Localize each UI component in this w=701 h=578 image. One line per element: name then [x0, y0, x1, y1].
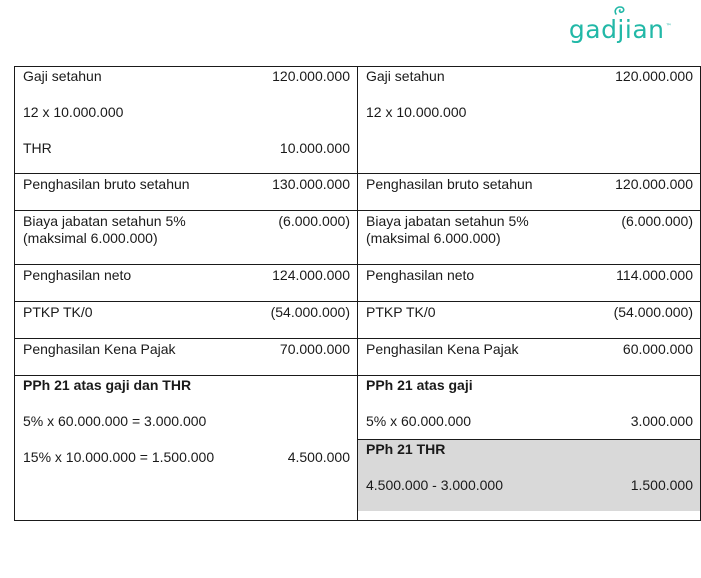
section-title: PPh 21 atas gaji dan THR [23, 377, 192, 393]
pph21-thr-subcell [358, 439, 700, 511]
cell-pph-left [15, 376, 358, 521]
logo-trademark: ™ [665, 23, 672, 30]
cell-neto-left [15, 265, 358, 302]
label: PTKP TK/0 [23, 304, 93, 320]
table-row-biaya-jabatan [15, 211, 701, 265]
value: 1.500.000 [630, 477, 693, 493]
value: 120.000.000 [615, 176, 693, 192]
cell-bruto-right [358, 174, 701, 211]
label: THR [23, 140, 52, 156]
label: 15% x 10.000.000 = 1.500.000 [23, 449, 215, 465]
label: Penghasilan Kena Pajak [23, 341, 176, 357]
label: 12 x 10.000.000 [23, 104, 124, 120]
label: Penghasilan neto [23, 267, 132, 283]
label: Penghasilan bruto setahun [366, 176, 533, 192]
cell-biaya-left [15, 211, 358, 265]
label: Gaji setahun [366, 68, 445, 84]
value: 3.000.000 [630, 413, 693, 429]
cell-gaji-right [358, 67, 701, 174]
table-row-gaji [15, 67, 701, 174]
label: Penghasilan Kena Pajak [366, 341, 519, 357]
cell-biaya-right [358, 211, 701, 265]
table-row-pkp [15, 339, 701, 376]
table-row-neto [15, 265, 701, 302]
cell-bruto-left [15, 174, 358, 211]
cell-neto-right [358, 265, 701, 302]
table-row-ptkp [15, 302, 701, 339]
label: Biaya jabatan setahun 5% (maksimal 6.000.000) [23, 213, 186, 246]
logo-wordmark: gadjian [568, 15, 665, 44]
label: Gaji setahun [23, 68, 102, 84]
label: Biaya jabatan setahun 5% (maksimal 6.000.000) [366, 213, 529, 246]
value: 120.000.000 [272, 68, 350, 84]
table-row-bruto [15, 174, 701, 211]
label: PTKP TK/0 [366, 304, 436, 320]
value: 120.000.000 [615, 68, 693, 84]
cell-pph-right [358, 376, 701, 521]
value: 60.000.000 [622, 341, 693, 357]
logo-swirl-icon [613, 6, 627, 16]
value: 124.000.000 [272, 267, 350, 283]
cell-ptkp-left [15, 302, 358, 339]
label: 5% x 60.000.000 = 3.000.000 [23, 413, 207, 429]
label: Penghasilan neto [366, 267, 475, 283]
value: (6.000.000) [621, 213, 693, 229]
label: 12 x 10.000.000 [366, 104, 467, 120]
pph21-comparison-table [14, 66, 701, 521]
cell-gaji-left [15, 67, 358, 174]
label: 5% x 60.000.000 [366, 413, 472, 429]
section-title: PPh 21 atas gaji [366, 377, 473, 393]
value: (54.000.000) [613, 304, 693, 320]
section-title: PPh 21 THR [366, 441, 446, 457]
value: 114.000.000 [616, 267, 693, 283]
value: 130.000.000 [272, 176, 350, 192]
gadjian-logo [569, 8, 672, 44]
value: 4.500.000 [287, 449, 350, 465]
value: 70.000.000 [279, 341, 350, 357]
cell-pkp-left [15, 339, 358, 376]
table-row-pph21 [15, 376, 701, 521]
cell-pkp-right [358, 339, 701, 376]
label: 4.500.000 - 3.000.000 [366, 477, 504, 493]
value: 10.000.000 [279, 140, 350, 156]
value: (54.000.000) [270, 304, 350, 320]
cell-ptkp-right [358, 302, 701, 339]
label: Penghasilan bruto setahun [23, 176, 190, 192]
value: (6.000.000) [278, 213, 350, 229]
